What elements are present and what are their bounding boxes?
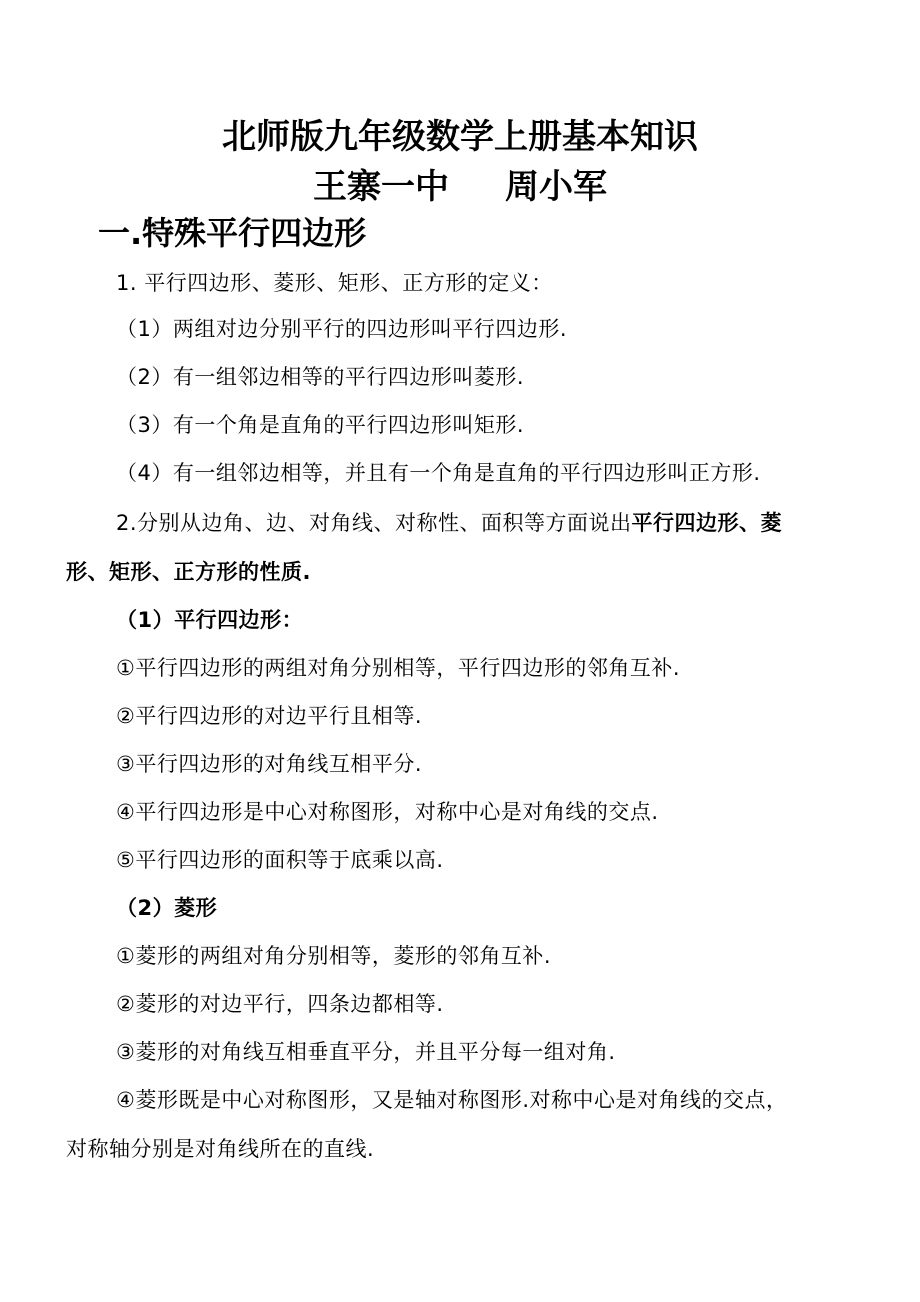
subheading-rhombus: （2）菱形 (116, 896, 218, 920)
parallelogram-property-1: ①平行四边形的两组对角分别相等，平行四边形的邻角互补. (116, 656, 680, 680)
parallelogram-property-4: ④平行四边形是中心对称图形，对称中心是对角线的交点. (116, 800, 659, 824)
author-name: 周小军 (505, 167, 607, 207)
rhombus-property-1: ①菱形的两组对角分别相等，菱形的邻角互补. (116, 944, 551, 968)
item-2-prefix: 2.分别从边角、边、对角线、对称性、面积等方面说出 (116, 511, 632, 535)
definition-parallelogram: （1）两组对边分别平行的四边形叫平行四边形. (116, 317, 568, 341)
subheading-parallelogram: （1）平行四边形： (116, 608, 304, 632)
item-2-bold-a: 平行四边形、菱 (631, 511, 783, 535)
parallelogram-property-5: ⑤平行四边形的面积等于底乘以高. (116, 848, 444, 872)
document-title: 北师版九年级数学上册基本知识 (222, 117, 698, 157)
item-1-definitions: 1. 平行四边形、菱形、矩形、正方形的定义： (116, 271, 553, 295)
parallelogram-property-2: ②平行四边形的对边平行且相等. (116, 704, 423, 728)
definition-rhombus: （2）有一组邻边相等的平行四边形叫菱形. (116, 365, 525, 389)
section-heading-special-parallelograms: 一.特殊平行四边形 (98, 214, 367, 252)
rhombus-property-4: ④菱形既是中心对称图形，又是轴对称图形.对称中心是对角线的交点， (116, 1088, 788, 1112)
parallelogram-property-3: ③平行四边形的对角线互相平分. (116, 752, 423, 776)
school-name: 王寨一中 (313, 167, 449, 207)
rhombus-property-2: ②菱形的对边平行，四条边都相等. (116, 992, 444, 1016)
rhombus-property-3: ③菱形的对角线互相垂直平分，并且平分每一组对角. (116, 1040, 616, 1064)
item-2-properties (116, 508, 782, 538)
item-2-bold-b: 形、矩形、正方形的性质. (66, 560, 311, 584)
definition-square: （4）有一组邻边相等，并且有一个角是直角的平行四边形叫正方形. (116, 461, 761, 485)
document-byline (0, 165, 920, 209)
definition-rectangle: （3）有一个角是直角的平行四边形叫矩形. (116, 413, 525, 437)
rhombus-property-4-continued: 对称轴分别是对角线所在的直线. (66, 1137, 375, 1161)
